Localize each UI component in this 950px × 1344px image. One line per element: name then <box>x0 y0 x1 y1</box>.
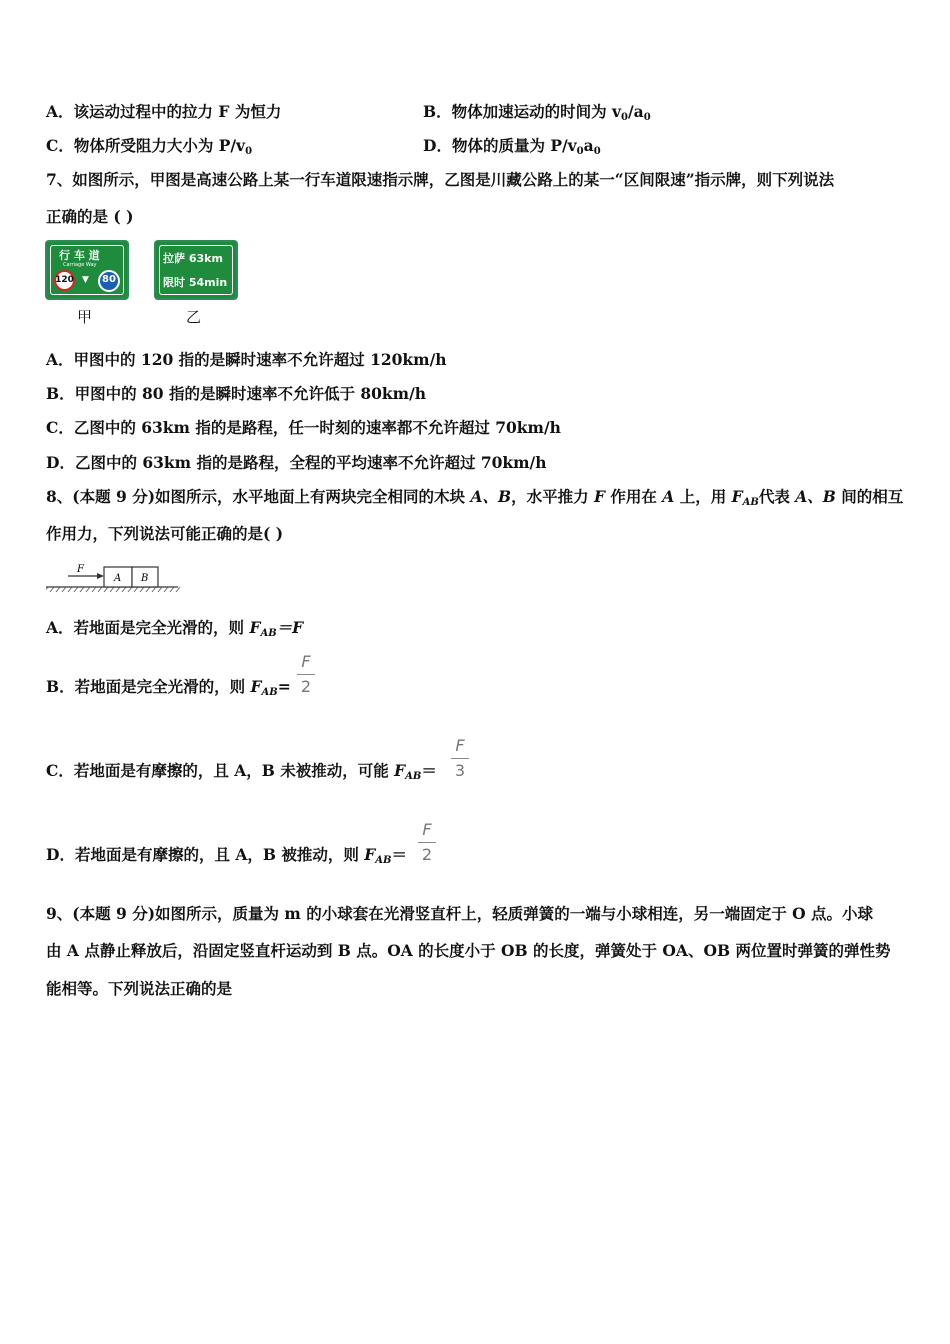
sign-jia-max: 120 <box>55 275 74 285</box>
fraction-f-over-3-c: F 3 <box>451 736 469 781</box>
sign-jia-min: 80 <box>102 274 116 285</box>
q8-option-a: A．若地面是完全光滑的，则 $F_{AB}=F$ <box>46 618 304 639</box>
q7-option-b: B．甲图中的 80 指的是瞬时速率不允许低于 80km/h <box>46 384 427 403</box>
speed-limit-sign-jia <box>45 240 129 300</box>
q8-option-b: B．若地面是完全光滑的，则 $F_{AB}=$ <box>46 677 291 698</box>
caption-jia: 甲 <box>77 308 93 326</box>
sign-jia-title: 行 车 道 <box>59 249 100 262</box>
blocks-figure <box>46 560 181 594</box>
sign-yi-line1: 拉萨 63km <box>163 252 223 265</box>
q6-option-d: D．物体的质量为 $P/v_0a_0$ <box>423 136 601 157</box>
q6-option-b: B．物体加速运动的时间为 $v_0/a_0$ <box>423 102 651 123</box>
sign-jia-subtitle: Carriage Way <box>63 262 97 268</box>
q8-stem-line1: 8、(本题 9 分)如图所示，水平地面上有两块完全相同的木块 A、B，水平推力 F 作用在 A 上，用 $F_{AB}$代表 A、B 间的相互 <box>46 487 904 508</box>
down-arrow-icon: ▼ <box>82 275 89 285</box>
fraction-f-over-2-d: F 2 <box>418 820 436 865</box>
q8-stem-line2: 作用力，下列说法可能正确的是( ) <box>46 524 284 543</box>
interval-speed-sign-yi <box>154 240 238 300</box>
force-label: F <box>77 564 84 575</box>
q9-stem-line3: 能相等。下列说法正确的是 <box>46 979 233 998</box>
sign-yi-line2: 限时 54min <box>163 276 228 289</box>
q7-option-c: C．乙图中的 63km 指的是路程，任一时刻的速率都不允许超过 70km/h <box>46 418 561 437</box>
block-b-label: B <box>141 573 149 584</box>
q9-stem-line2: 由 A 点静止释放后，沿固定竖直杆运动到 B 点。OA 的长度小于 OB 的长度，弹簧处于 OA、OB 两位置时弹簧的弹性势 <box>46 941 891 960</box>
caption-yi: 乙 <box>186 308 202 326</box>
q7-option-a: A．甲图中的 120 指的是瞬时速率不允许超过 120km/h <box>46 350 447 369</box>
fraction-f-over-2-b: F 2 <box>297 652 315 697</box>
q9-stem-line1: 9、(本题 9 分)如图所示，质量为 m 的小球套在光滑竖直杆上，轻质弹簧的一端与小球相连，另一端固定于 O 点。小球 <box>46 904 874 923</box>
q7-stem-line1: 7、如图所示，甲图是高速公路上某一行车道限速指示牌，乙图是川藏公路上的某一“区间限速”指示牌，则下列说法 <box>46 170 835 189</box>
q6-option-c: C．物体所受阻力大小为 $P/v_0$ D．物体的质量为 $P/v_0a_0$ <box>46 136 252 162</box>
q7-stem-line2: 正确的是 ( ) <box>46 207 134 226</box>
arrow-head-icon <box>97 573 104 579</box>
q7-option-d: D．乙图中的 63km 指的是路程，全程的平均速率不允许超过 70km/h <box>46 453 547 472</box>
block-a-label: A <box>114 573 122 584</box>
q6-option-a: A．该运动过程中的拉力 F 为恒力 B．物体加速运动的时间为 $v_0/a_0$ <box>46 102 281 122</box>
q8-option-c: C．若地面是有摩擦的，且 A，B 未被推动，可能 $F_{AB}=$ <box>46 761 437 782</box>
q8-option-d: D．若地面是有摩擦的，且 A，B 被推动，则 $F_{AB}=$ <box>46 845 408 866</box>
